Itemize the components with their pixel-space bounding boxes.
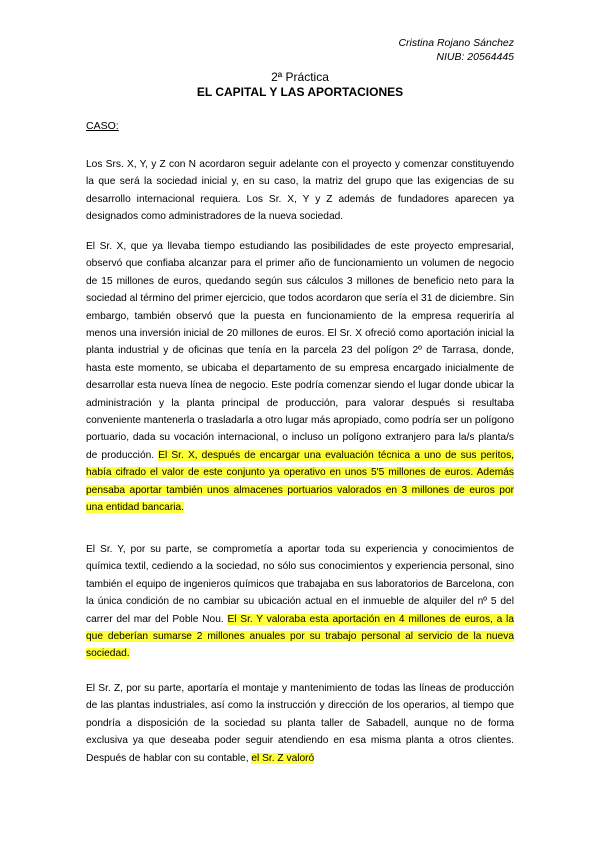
paragraph-1 [86, 156, 514, 226]
paragraph-3 [86, 541, 514, 663]
case-heading: CASO: [86, 120, 119, 132]
paragraph-2 [86, 238, 514, 517]
paragraph-3-highlight: El Sr. Y valoraba esta aportación en 4 millones de euros, a la que deberían sumarse 2 millones anuales por su trabajo personal al servicio de la nueva sociedad. [86, 613, 514, 660]
paragraph-2-text: El Sr. X, que ya llevaba tiempo estudiando las posibilidades de este proyecto empresarial, observó que confiaba alcanzar para el primer año de funcionamiento un volumen de negocio de 15 millones de euros, quedando según sus cálculos 3 millones de beneficio neto para la sociedad al término del primer ejercicio, que todos acordaron que sería el 31 de diciembre. Sin embargo, también observó que la puesta en funcionamiento de la empresa requeriría al menos una inversión inicial de 20 millones de euros. El Sr. X ofreció como aportación inicial la planta industrial y de oficinas que tenía en la parcela 23 del polígon 2º de Tarrasa, donde, hasta este momento, se ubicaba el departamento de su empresa encargado inicialmente de desarrollar esta nueva línea de negocio. Este podría comenzar siendo el lugar donde ubicar la administración y la planta principal de producción, para valorar después si resultaba conveniente mantenerla o trasladarla a otro lugar más apropiado, como podría ser un polígono portuario, dada su vocación internacional, o incluso un polígono extranjero para la/s planta/s de producción. [86, 241, 514, 461]
paragraph-4-text: El Sr. Z, por su parte, aportaría el montaje y mantenimiento de todas las líneas de producción de las plantas industriales, así como la instrucción y dirección de los operarios, al tiempo que pondría a disposición de la sociedad su planta taller de Sabadell, aunque no de forma exclusiva ya que deseaba poder seguir atendiendo en esa misma planta a otros clientes. Después de hablar con su contable, [86, 683, 514, 764]
title-block [0, 70, 600, 100]
author-block [398, 36, 514, 64]
paragraph-2-highlight: El Sr. X, después de encargar una evaluación técnica a uno de sus peritos, había cifrado el valor de este conjunto ya operativo en unos 5'5 millones de euros. Además pensaba aportar también unos almacenes portuarios valorados en 3 millones de euros por una entidad bancaria. [86, 449, 514, 514]
paragraph-1-text: Los Srs. X, Y, y Z con N acordaron seguir adelante con el proyecto y comenzar constituyendo la que será la sociedad inicial y, en su caso, la matriz del grupo que las exigencias de su desarrollo internacional requiera. Los Sr. X, Y y Z además de fundadores aparecen ya designados como administradores de la nueva sociedad. [86, 159, 514, 223]
paragraph-3-text: El Sr. Y, por su parte, se comprometía a aportar toda su experiencia y conocimientos de química textil, cediendo a la sociedad, no sólo sus conocimientos y experiencia personal, sino también el equipo de ingenieros químicos que trabajaba en sus laboratorios de Barcelona, con la única condición de no cambiar su ubicación actual en el inmueble de alquiler del nº 5 del carrer del mar del Poble Nou. [86, 544, 514, 625]
paragraph-4 [86, 680, 514, 767]
author-name: Cristina Rojano Sánchez [398, 37, 514, 49]
practice-number: 2ª Práctica [271, 70, 329, 84]
document-title: EL CAPITAL Y LAS APORTACIONES [196, 85, 404, 99]
paragraph-4-highlight: el Sr. Z valoró [251, 752, 315, 764]
author-id: NIUB: 20564445 [436, 51, 514, 63]
